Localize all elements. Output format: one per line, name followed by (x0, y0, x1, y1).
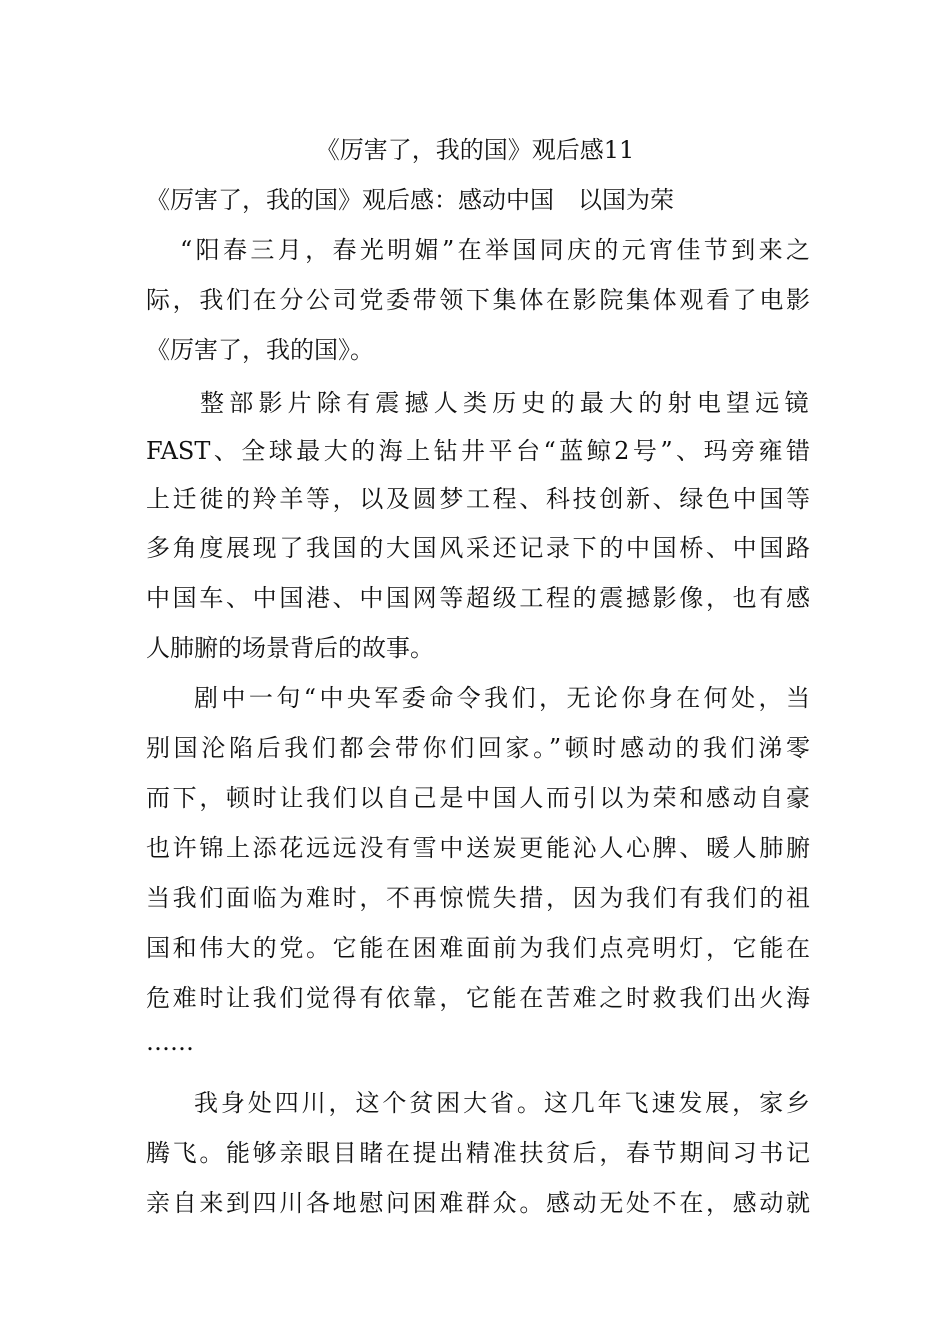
text-line: 也许锦上添花远远没有雪中送炭更能沁人心脾、暖人肺腑 (146, 834, 810, 862)
text-line: 多角度展现了我国的大国风采还记录下的中国桥、中国路 (146, 534, 810, 562)
text-line: FAST、全球最大的海上钻井平台“蓝鲸2号”、玛旁雍错 (146, 437, 810, 465)
text-line: 别国沦陷后我们都会带你们回家。”顿时感动的我们涕零 (146, 734, 810, 762)
text-line: 整部影片除有震撼人类历史的最大的射电望远镜 (200, 389, 810, 417)
text-line: 上迁徙的羚羊等，以及圆梦工程、科技创新、绿色中国等 (146, 485, 810, 513)
text-line: 腾飞。能够亲眼目睹在提出精准扶贫后，春节期间习书记 (146, 1139, 810, 1167)
text-line: 亲自来到四川各地慰问困难群众。感动无处不在，感动就 (146, 1189, 810, 1217)
text-line: …… (146, 1028, 194, 1056)
text-line: 剧中一句“中央军委命令我们，无论你身在何处，当 (194, 684, 810, 712)
document-title: 《厉害了，我的国》观后感11 (315, 136, 635, 164)
text-line: 危难时让我们觉得有依靠，它能在苦难之时救我们出火海 (146, 984, 810, 1012)
document-subtitle: 《厉害了，我的国》观后感：感动中国 以国为荣 (146, 186, 674, 214)
text-line: 际，我们在分公司党委带领下集体在影院集体观看了电影 (146, 286, 810, 314)
text-line: 国和伟大的党。它能在困难面前为我们点亮明灯，它能在 (146, 934, 810, 962)
text-line: 中国车、中国港、中国网等超级工程的震撼影像，也有感 (146, 584, 810, 612)
text-line: “阳春三月，春光明媚”在举国同庆的元宵佳节到来之 (180, 236, 810, 264)
text-line: 人肺腑的场景背后的故事。 (146, 634, 434, 662)
text-line: 我身处四川，这个贫困大省。这几年飞速发展，家乡 (194, 1089, 810, 1117)
text-line: 而下，顿时让我们以自己是中国人而引以为荣和感动自豪 (146, 784, 810, 812)
text-line: 《厉害了，我的国》。 (146, 336, 374, 364)
text-line: 当我们面临为难时，不再惊慌失措，因为我们有我们的祖 (146, 884, 810, 912)
